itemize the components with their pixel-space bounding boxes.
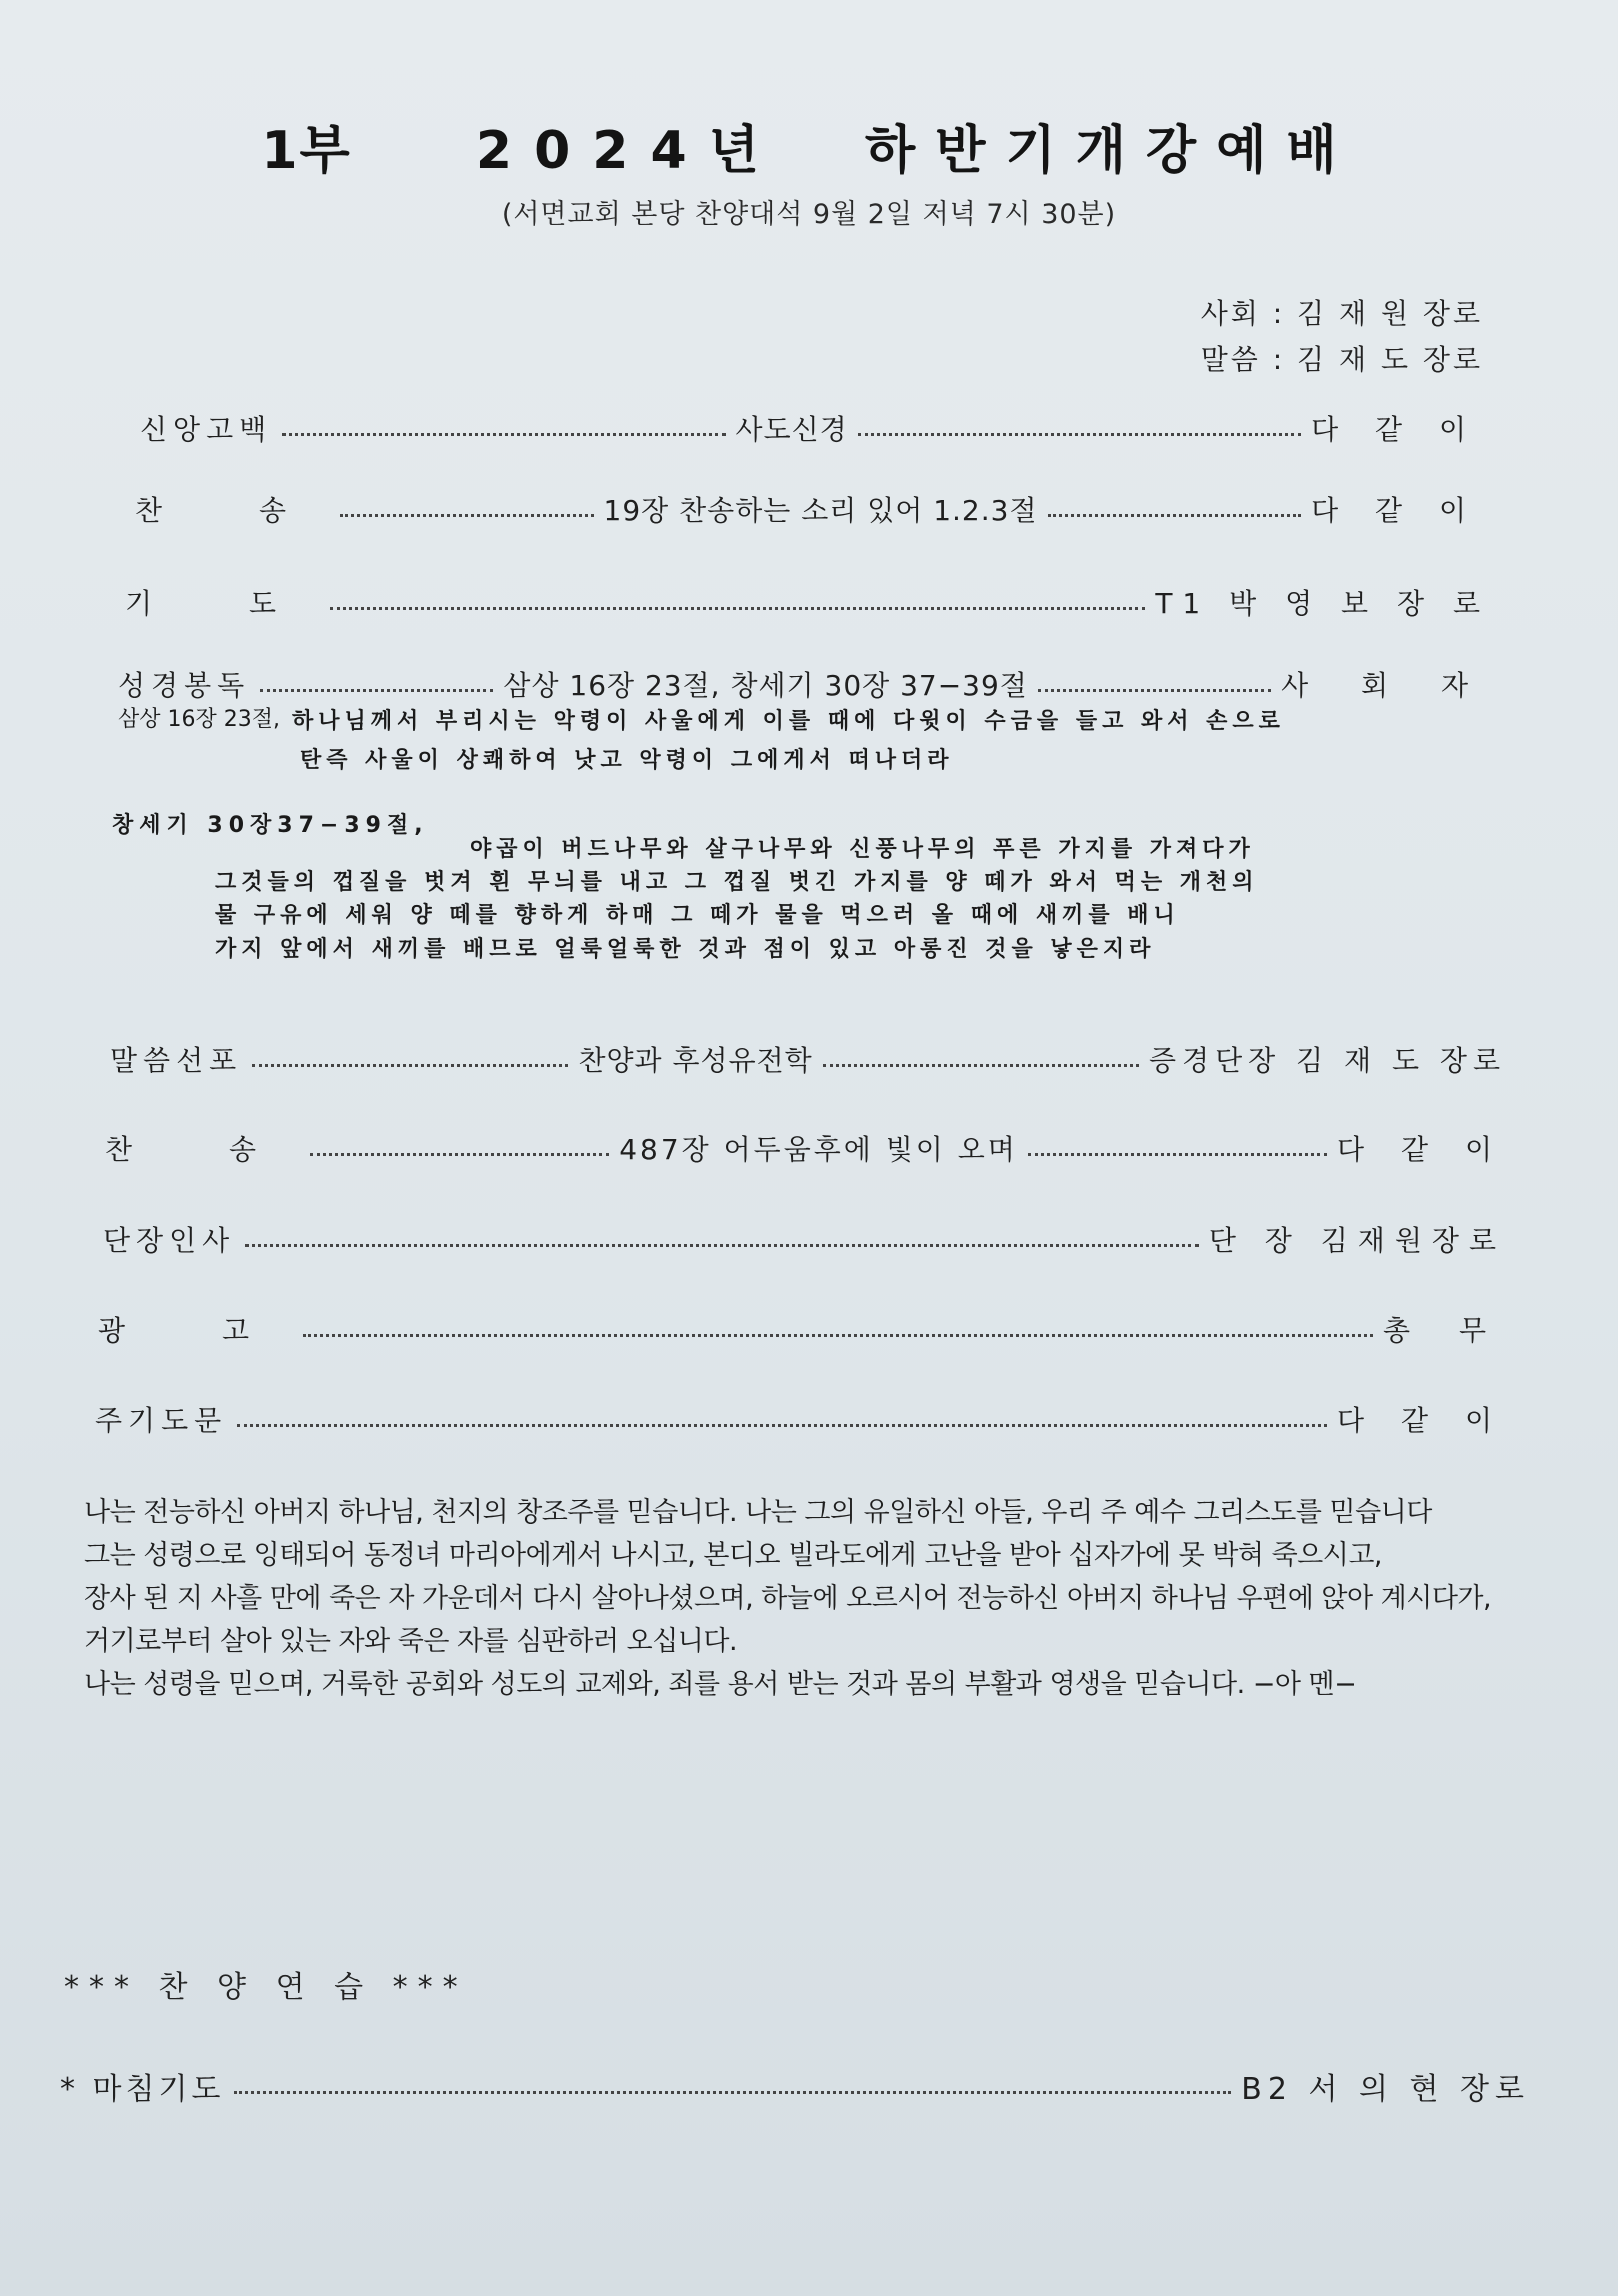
leader-dots	[330, 607, 1145, 610]
creed-line: 그는 성령으로 잉태되어 동정녀 마리아에게서 나시고, 본디오 빌라도에게 고난을 받아 십자가에 못 박혀 죽으시고,	[84, 1540, 1383, 1571]
scripture-2-line: 가지 앞에서 새끼를 배므로 얼룩얼룩한 것과 점이 있고 아롱진 것을 낳은지라	[215, 937, 1156, 962]
order-performer: 다 같 이	[1311, 494, 1481, 527]
scripture-1-line: 하나님께서 부리시는 악령이 사울에게 이를 때에 다윗이 수금을 들고 와서 손으로	[292, 709, 1285, 734]
leader-line: 사회 : 김 재 원 장로	[1200, 297, 1483, 330]
leader-dots	[823, 1064, 1139, 1067]
order-content: 삼상 16장 23절, 창세기 30장 37−39절	[503, 669, 1028, 702]
creed-line: 장사 된 지 사흘 만에 죽은 자 가운데서 다시 살아나셨으며, 하늘에 오르시어 전능하신 아버지 하나님 우편에 앉아 계시다가,	[84, 1583, 1492, 1614]
order-label: 찬 송	[135, 494, 330, 527]
scripture-2-line: 야곱이 버드나무와 살구나무와 신풍나무의 푸른 가지를 가져다가	[470, 837, 1255, 862]
scripture-1-ref: 삼상 16장 23절,	[118, 707, 280, 732]
order-performer: 증경단장 김 재 도 장로	[1148, 1044, 1507, 1077]
order-label: 신앙고백	[140, 413, 273, 446]
order-content: 487장 어두움후에 빛이 오며	[619, 1133, 1018, 1166]
order-item-scripture	[118, 660, 1490, 708]
order-label: 단장인사	[103, 1224, 236, 1257]
order-item-greeting	[103, 1215, 1506, 1263]
order-label: 말씀선포	[110, 1044, 243, 1077]
leader-dots	[310, 1153, 609, 1156]
order-item-hymn-2	[105, 1124, 1506, 1172]
order-label: 찬 송	[105, 1133, 300, 1166]
order-label: 성경봉독	[118, 669, 251, 702]
service-details: (서면교회 본당 찬양대석 9월 2일 저녁 7시 30분)	[501, 199, 1117, 230]
leader-dots	[858, 433, 1301, 436]
leader-dots	[252, 1064, 568, 1067]
leader-dots	[260, 689, 493, 692]
order-performer: 다 같 이	[1337, 1404, 1506, 1437]
scripture-1-line: 탄즉 사울이 상쾌하여 낫고 악령이 그에게서 떠나더라	[300, 748, 954, 773]
order-item-lords-prayer	[95, 1395, 1506, 1443]
order-label: * 마침기도	[60, 2072, 225, 2107]
order-performer: T1 박 영 보 장 로	[1155, 587, 1490, 620]
creed-line: 거기로부터 살아 있는 자와 죽은 자를 심판하러 오십니다.	[84, 1626, 738, 1657]
leader-dots	[245, 1244, 1199, 1247]
leader-dots	[340, 514, 594, 517]
scripture-2-line: 그것들의 껍질을 벗겨 흰 무늬를 내고 그 껍질 벗긴 가지를 양 떼가 와서 먹는 개천의	[215, 870, 1259, 895]
order-item-confession	[140, 404, 1480, 452]
leader-dots	[1038, 689, 1271, 692]
order-content: 사도신경	[735, 413, 848, 446]
order-performer: 사 회 자	[1281, 669, 1491, 702]
part-label: 1부	[261, 121, 352, 181]
leader-dots	[303, 1334, 1373, 1337]
order-item-announcements	[98, 1305, 1506, 1353]
order-performer: 다 같 이	[1337, 1133, 1506, 1166]
order-item-closing-prayer	[60, 2062, 1530, 2110]
leader-dots	[1048, 514, 1302, 517]
choir-practice-heading: *** 찬 양 연 습 ***	[64, 1970, 468, 2005]
year-label: 2024년	[475, 121, 781, 181]
order-label: 주기도문	[95, 1404, 228, 1437]
leader-dots	[282, 433, 725, 436]
order-item-hymn-1	[135, 485, 1480, 533]
order-label: 기 도	[125, 587, 320, 620]
order-content: 찬양과 후성유전학	[578, 1044, 813, 1077]
order-content: 19장 찬송하는 소리 있어 1.2.3절	[603, 494, 1038, 527]
order-performer: 총 무	[1383, 1314, 1506, 1347]
order-performer: 단 장 김재원장로	[1208, 1224, 1506, 1257]
order-performer: B2 서 의 현 장로	[1241, 2072, 1530, 2107]
service-name: 하반기개강예배	[864, 121, 1357, 181]
preacher-line: 말씀 : 김 재 도 장로	[1200, 343, 1483, 376]
leader-dots	[234, 2091, 1231, 2094]
order-item-sermon	[110, 1035, 1506, 1083]
creed-line: 나는 전능하신 아버지 하나님, 천지의 창조주를 믿습니다. 나는 그의 유일하신 아들, 우리 주 예수 그리스도를 믿습니다	[84, 1497, 1432, 1528]
scripture-2-ref: 창세기 30장37−39절,	[112, 813, 429, 838]
order-label: 광 고	[98, 1314, 293, 1347]
leader-dots	[1028, 1153, 1327, 1156]
page-title	[0, 108, 1618, 183]
creed-line: 나는 성령을 믿으며, 거룩한 공회와 성도의 교제와, 죄를 용서 받는 것과 몸의 부활과 영생을 믿습니다. −아 멘−	[84, 1669, 1357, 1700]
leader-dots	[237, 1424, 1327, 1427]
order-performer: 다 같 이	[1311, 413, 1481, 446]
order-item-prayer	[125, 578, 1490, 626]
scripture-2-line: 물 구유에 세워 양 떼를 향하게 하매 그 떼가 물을 먹으러 올 때에 새끼를 배니	[215, 903, 1180, 928]
